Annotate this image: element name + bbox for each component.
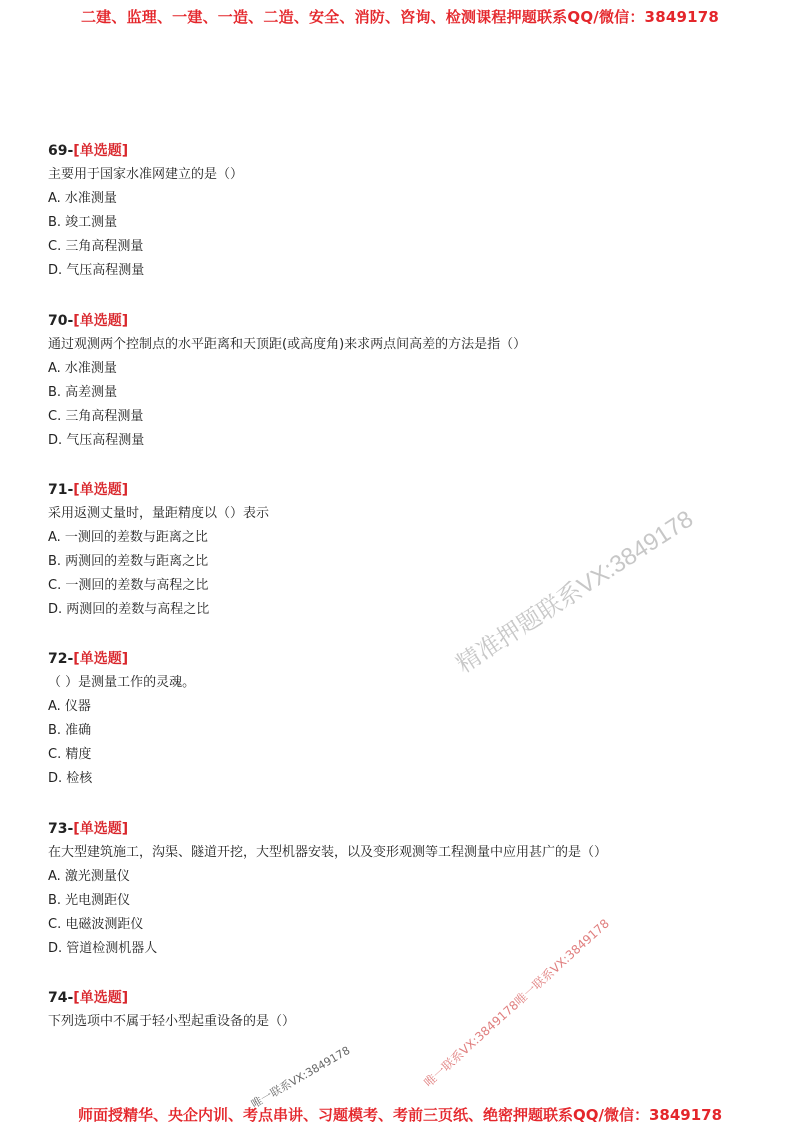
question-type-label: [单选题] — [73, 482, 129, 498]
option-d[interactable]: D. 气压高程测量 — [48, 263, 145, 278]
option-b[interactable]: B. 准确 — [48, 723, 92, 738]
option-b[interactable]: B. 两测回的差数与距离之比 — [48, 554, 209, 569]
question-stem: 在大型建筑施工，沟渠、隧道开挖，大型机器安装，以及变形观测等工程测量中应用甚广的是（） — [48, 845, 608, 860]
question-heading — [48, 988, 768, 1008]
question-stem: 主要用于国家水准网建立的是（） — [48, 167, 244, 182]
question-heading — [48, 141, 768, 161]
question-stem: 下列选项中不属于轻小型起重设备的是（） — [48, 1014, 296, 1029]
option-a[interactable]: A. 一测回的差数与距离之比 — [48, 530, 208, 545]
option-b[interactable]: B. 光电测距仪 — [48, 893, 131, 908]
option-c[interactable]: C. 一测回的差数与高程之比 — [48, 578, 209, 593]
question-heading — [48, 480, 768, 500]
question-heading — [48, 649, 768, 669]
question-number: 71- — [48, 482, 74, 498]
question-69 — [48, 141, 768, 283]
option-d[interactable]: D. 两测回的差数与高程之比 — [48, 602, 210, 617]
question-heading — [48, 311, 768, 331]
watermark-main: 精准押题联系VX:3849178 — [451, 505, 699, 679]
question-type-label: [单选题] — [73, 143, 129, 159]
question-type-label: [单选题] — [73, 821, 129, 837]
question-stem: 通过观测两个控制点的水平距离和天顶距(或高度角)来求两点间高差的方法是指（） — [48, 337, 527, 352]
option-c[interactable]: C. 电磁波测距仪 — [48, 917, 144, 932]
option-c[interactable]: C. 精度 — [48, 747, 92, 762]
option-b[interactable]: B. 竣工测量 — [48, 215, 118, 230]
question-72 — [48, 649, 768, 791]
question-70 — [48, 311, 768, 453]
option-c[interactable]: C. 三角高程测量 — [48, 239, 144, 254]
option-c[interactable]: C. 三角高程测量 — [48, 409, 144, 424]
question-number: 69- — [48, 143, 74, 159]
question-number: 74- — [48, 990, 74, 1006]
watermark-right: 唯一联系VX:3849178唯一联系VX:3849178 — [421, 916, 612, 1090]
question-type-label: [单选题] — [73, 313, 129, 329]
question-stem: （ ）是测量工作的灵魂。 — [48, 675, 196, 690]
question-number: 72- — [48, 651, 74, 667]
question-type-label: [单选题] — [73, 651, 129, 667]
option-d[interactable]: D. 检核 — [48, 771, 93, 786]
option-d[interactable]: D. 气压高程测量 — [48, 433, 145, 448]
question-stem: 采用返测丈量时，量距精度以（）表示 — [48, 506, 270, 521]
option-a[interactable]: A. 仪器 — [48, 699, 91, 714]
question-number: 73- — [48, 821, 74, 837]
question-74 — [48, 988, 768, 1034]
question-number: 70- — [48, 313, 74, 329]
header-banner: 二建、监理、一建、一造、二造、安全、消防、咨询、检测课程押题联系QQ/微信：3849178 — [80, 8, 720, 26]
option-b[interactable]: B. 高差测量 — [48, 385, 118, 400]
question-73 — [48, 819, 768, 961]
option-a[interactable]: A. 水准测量 — [48, 361, 117, 376]
option-a[interactable]: A. 激光测量仪 — [48, 869, 130, 884]
question-71 — [48, 480, 768, 622]
watermark-left: 唯一联系VX:3849178 — [249, 1043, 353, 1111]
footer-banner: 师面授精华、央企内训、考点串讲、习题模考、考前三页纸、绝密押题联系QQ/微信：3849178 — [77, 1106, 723, 1124]
option-a[interactable]: A. 水准测量 — [48, 191, 117, 206]
option-d[interactable]: D. 管道检测机器人 — [48, 941, 158, 956]
question-heading — [48, 819, 768, 839]
question-type-label: [单选题] — [73, 990, 129, 1006]
